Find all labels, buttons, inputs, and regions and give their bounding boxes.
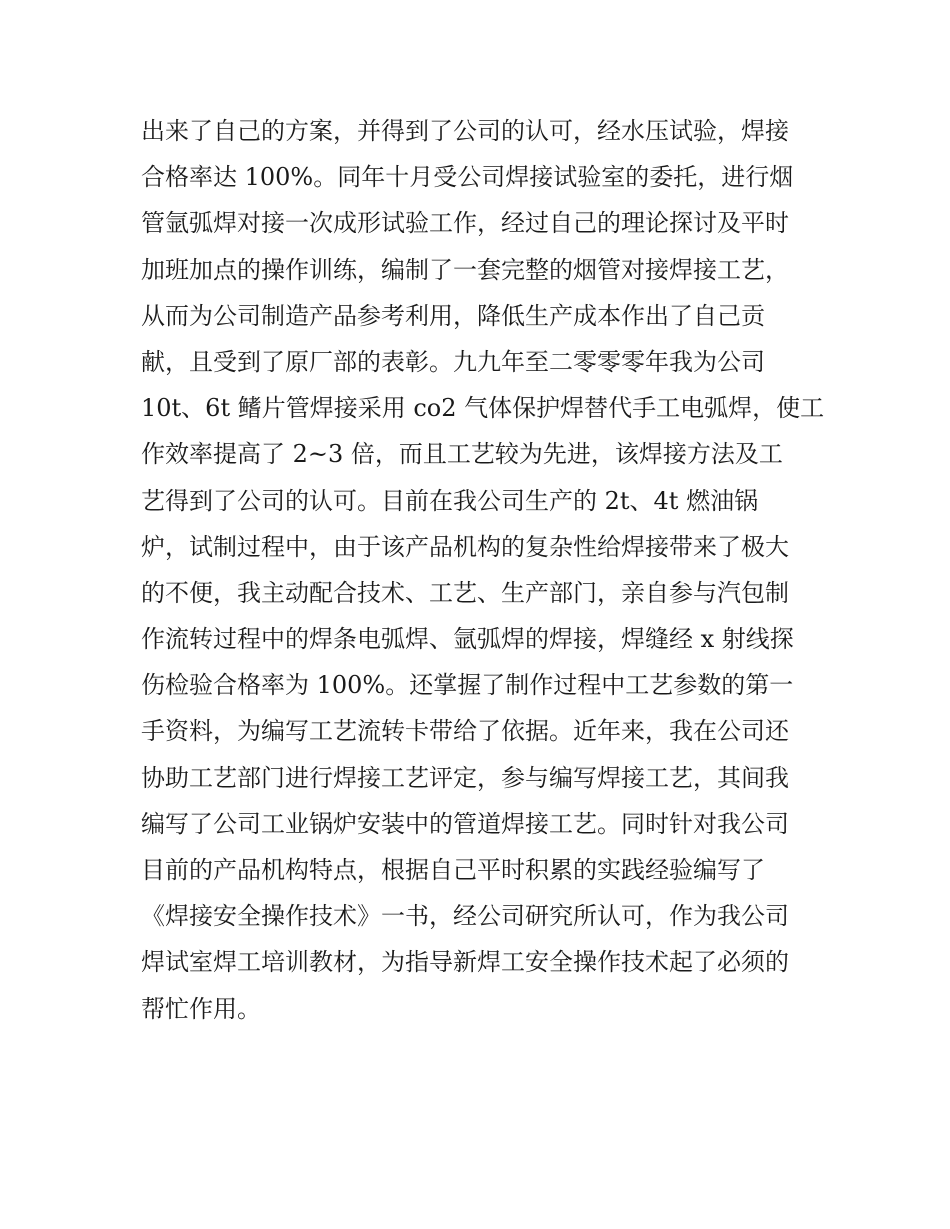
text-line: 管氩弧焊对接一次成形试验工作，经过自己的理论探讨及平时 bbox=[141, 209, 789, 238]
text-line: 的不便，我主动配合技术、工艺、生产部门，亲自参与汽包制 bbox=[141, 578, 789, 607]
text-line: 10t、6t 鳍片管焊接采用 co2 气体保护焊替代手工电弧焊，使工 bbox=[141, 394, 825, 423]
text-line: 伤检验合格率为 100%。还掌握了制作过程中工艺参数的第一 bbox=[141, 671, 794, 700]
text-line: 艺得到了公司的认可。目前在我公司生产的 2t、4t 燃油锅 bbox=[141, 486, 759, 515]
text-line: 从而为公司制造产品参考利用，降低生产成本作出了自己贡 bbox=[141, 301, 765, 330]
text-line: 出来了自己的方案，并得到了公司的认可，经水压试验，焊接 bbox=[141, 117, 789, 145]
text-line: 炉，试制过程中，由于该产品机构的复杂性给焊接带来了极大 bbox=[141, 532, 789, 561]
text-line: 目前的产品机构特点，根据自己平时积累的实践经验编写了 bbox=[141, 856, 765, 884]
text-line: 协助工艺部门进行焊接工艺评定，参与编写焊接工艺，其间我 bbox=[141, 763, 789, 792]
text-line: 手资料，为编写工艺流转卡带给了依据。近年来，我在公司还 bbox=[141, 717, 789, 746]
text-line: 合格率达 100%。同年十月受公司焊接试验室的委托，进行烟 bbox=[141, 163, 794, 192]
text-line: 《焊接安全操作技术》一书，经公司研究所认可，作为我公司 bbox=[141, 902, 789, 931]
text-line: 加班加点的操作训练，编制了一套完整的烟管对接焊接工艺， bbox=[141, 255, 789, 284]
text-line: 献，且受到了原厂部的表彰。九九年至二零零零年我为公司 bbox=[141, 347, 765, 376]
text-line: 作流转过程中的焊条电弧焊、氩弧焊的焊接，焊缝经 x 射线探 bbox=[141, 625, 794, 654]
body-paragraph bbox=[141, 108, 825, 1032]
text-line: 焊试室焊工培训教材，为指导新焊工安全操作技术起了必须的 bbox=[141, 948, 789, 977]
text-line: 作效率提高了 2~3 倍，而且工艺较为先进，该焊接方法及工 bbox=[141, 440, 783, 469]
text-line: 帮忙作用。 bbox=[141, 994, 261, 1023]
text-line: 编写了公司工业锅炉安装中的管道焊接工艺。同时针对我公司 bbox=[141, 809, 789, 838]
